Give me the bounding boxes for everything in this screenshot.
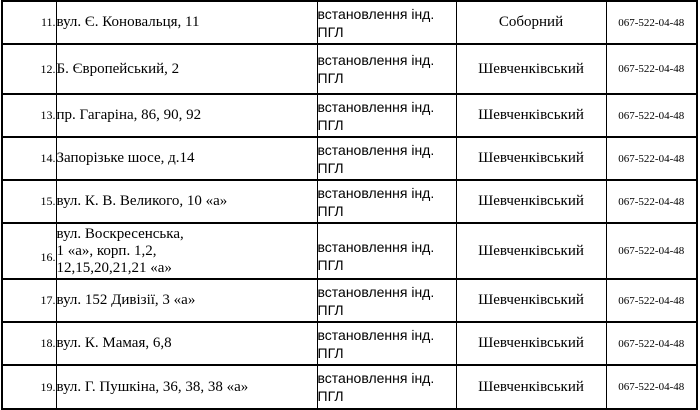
- work-type-cell: [317, 94, 456, 137]
- work-type-line: встановлення інд.: [317, 141, 435, 158]
- work-type-line: ПГЛ: [317, 116, 344, 133]
- address-line: 12,15,20,21,21 «а»: [56, 259, 172, 276]
- address-cell: вул. К. Мамая, 6,8: [56, 322, 317, 365]
- work-type-line: ПГЛ: [317, 70, 344, 86]
- address-cell: вул. 152 Дивізії, 3 «а»: [56, 279, 317, 322]
- district-cell: Шевченківський: [456, 137, 606, 180]
- row-number: 19.: [2, 365, 56, 409]
- phone-cell: 067-522-04-48: [606, 180, 697, 223]
- phone-cell: 067-522-04-48: [606, 223, 697, 279]
- row-number: 14.: [2, 137, 56, 180]
- phone-cell: 067-522-04-48: [606, 279, 697, 322]
- row-number: 17.: [2, 279, 56, 322]
- address-cell: Запорізьке шосе, д.14: [56, 137, 317, 180]
- address-line: 1 «а», корп. 1,2,: [56, 242, 157, 259]
- district-cell: Шевченківський: [456, 223, 606, 279]
- work-type-line: ПГЛ: [317, 159, 344, 176]
- table-row: [2, 94, 697, 137]
- address-cell: Б. Європейський, 2: [56, 44, 317, 94]
- work-type-line: встановлення інд.: [317, 283, 435, 300]
- table-row: [2, 137, 697, 180]
- work-type-cell: [317, 223, 456, 279]
- table-row: [2, 180, 697, 223]
- work-type-line: встановлення інд.: [317, 5, 435, 22]
- work-type-line: ПГЛ: [317, 301, 344, 318]
- address-cell: [56, 223, 317, 279]
- address-cell: пр. Гагаріна, 86, 90, 92: [56, 94, 317, 137]
- table-row: [2, 223, 697, 279]
- phone-cell: 067-522-04-48: [606, 322, 697, 365]
- work-type-line: встановлення інд.: [317, 370, 435, 386]
- district-cell: Шевченківський: [456, 94, 606, 137]
- row-number: 11.: [2, 1, 56, 44]
- district-cell: Шевченківський: [456, 365, 606, 409]
- address-cell: вул. Є. Коновальця, 11: [56, 1, 317, 44]
- table-row: [2, 279, 697, 322]
- row-number: 15.: [2, 180, 56, 223]
- work-type-cell: [317, 180, 456, 223]
- district-cell: Шевченківський: [456, 44, 606, 94]
- work-type-line: ПГЛ: [317, 257, 344, 273]
- district-cell: Соборний: [456, 1, 606, 44]
- work-type-line: встановлення інд.: [317, 239, 435, 255]
- work-type-cell: [317, 137, 456, 180]
- district-cell: Шевченківський: [456, 322, 606, 365]
- table-row: [2, 1, 697, 44]
- work-type-cell: [317, 1, 456, 44]
- work-type-line: ПГЛ: [317, 23, 344, 40]
- phone-cell: 067-522-04-48: [606, 1, 697, 44]
- work-type-line: встановлення інд.: [317, 326, 435, 343]
- address-line: вул. Воскресенська,: [56, 225, 184, 242]
- work-type-line: ПГЛ: [317, 202, 344, 219]
- district-cell: Шевченківський: [456, 279, 606, 322]
- table-row: [2, 365, 697, 409]
- phone-cell: 067-522-04-48: [606, 44, 697, 94]
- work-type-cell: [317, 44, 456, 94]
- work-type-line: встановлення інд.: [317, 98, 435, 115]
- row-number: 18.: [2, 322, 56, 365]
- work-type-cell: [317, 322, 456, 365]
- work-type-line: ПГЛ: [317, 344, 344, 361]
- phone-cell: 067-522-04-48: [606, 94, 697, 137]
- row-number: 13.: [2, 94, 56, 137]
- table-row: [2, 322, 697, 365]
- address-cell: вул. Г. Пушкіна, 36, 38, 38 «а»: [56, 365, 317, 409]
- row-number: 16.: [2, 223, 56, 279]
- works-table: [1, 0, 698, 410]
- work-type-cell: [317, 365, 456, 409]
- work-type-cell: [317, 279, 456, 322]
- phone-cell: 067-522-04-48: [606, 137, 697, 180]
- table-row: [2, 44, 697, 94]
- work-type-line: встановлення інд.: [317, 52, 435, 68]
- work-type-line: встановлення інд.: [317, 184, 435, 201]
- work-type-line: ПГЛ: [317, 388, 344, 404]
- address-cell: вул. К. В. Великого, 10 «а»: [56, 180, 317, 223]
- district-cell: Шевченківський: [456, 180, 606, 223]
- phone-cell: 067-522-04-48: [606, 365, 697, 409]
- row-number: 12.: [2, 44, 56, 94]
